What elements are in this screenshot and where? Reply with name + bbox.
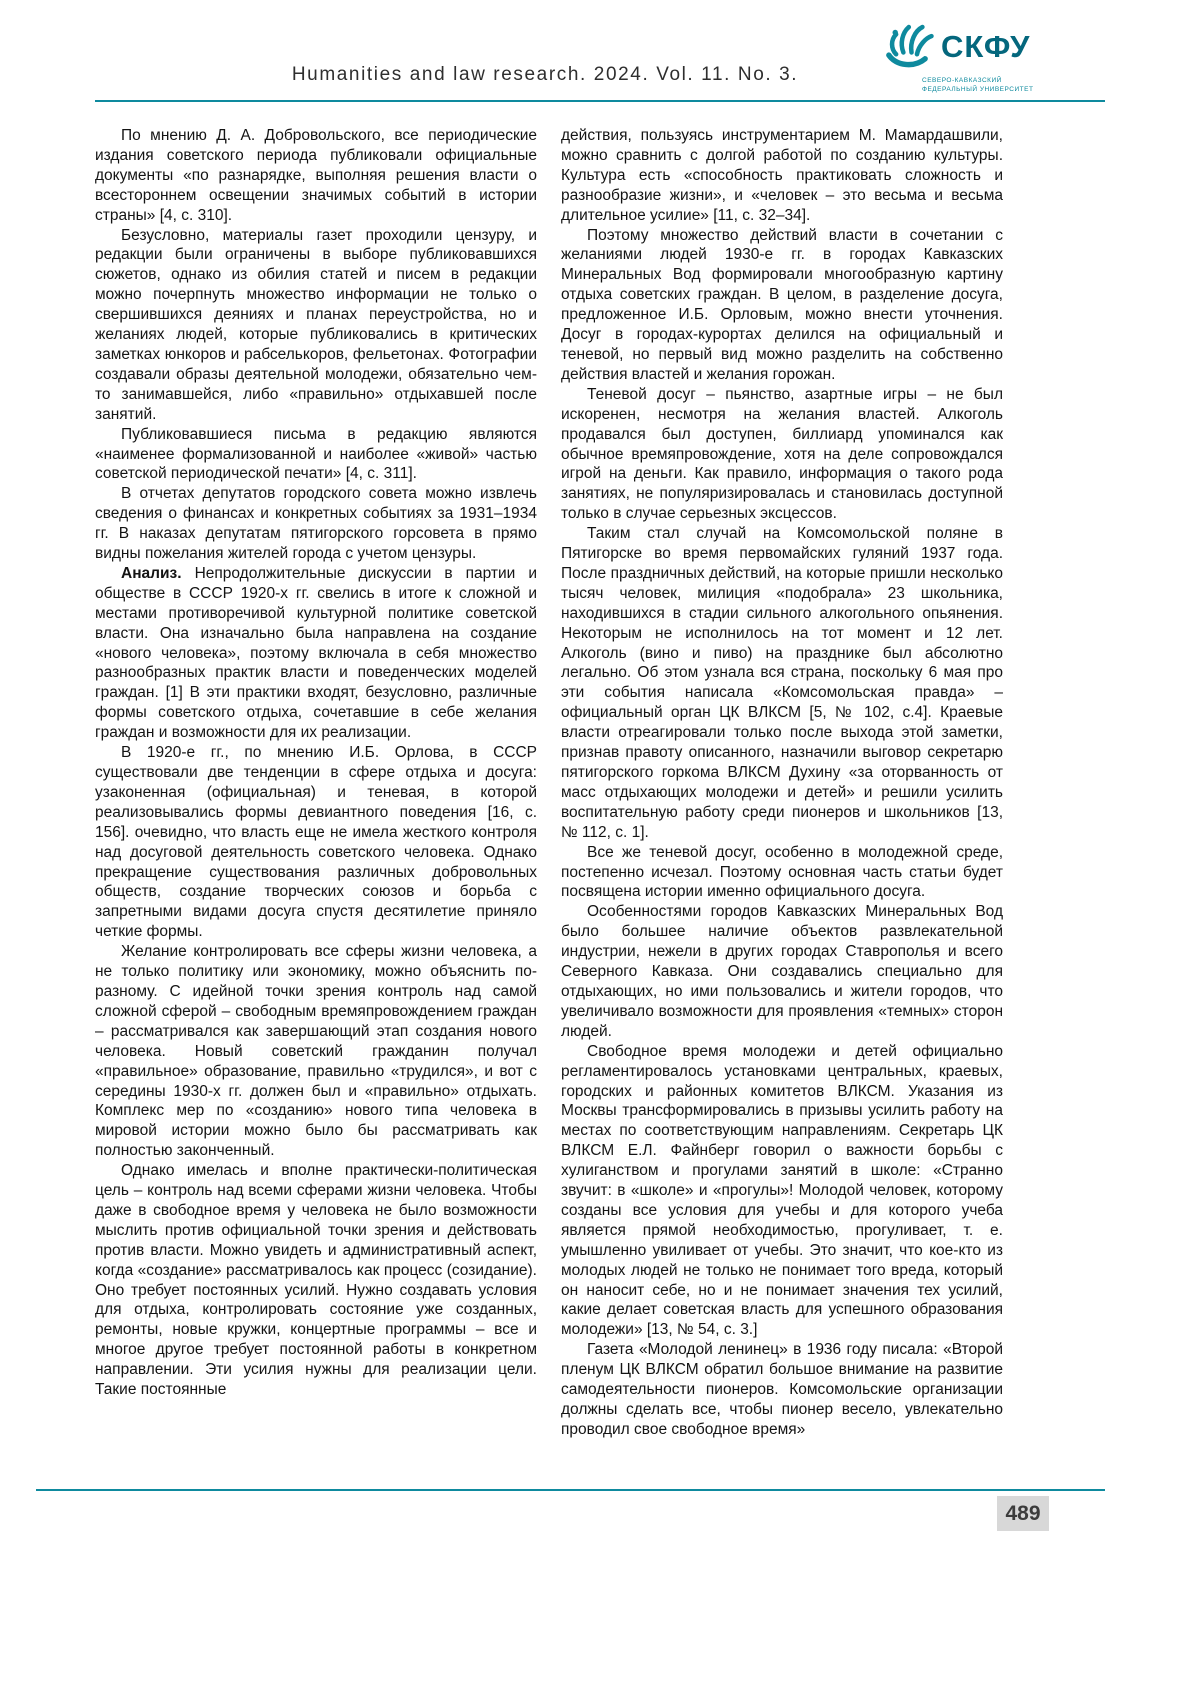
journal-title: Humanities and law research. 2024. Vol. 11. No. 3. xyxy=(291,64,799,85)
paragraph: Однако имелась и вполне практически-политическая цель – контроль над всеми сферами жизни человека. Чтобы даже в свободное время у человека не было возможности мыслить против официальной точки зрения и действовать против власти. Можно увидеть и административный аспект, когда «создание» рассматривалось как процесс (созидание). Оно требует постоянных усилий. Нужно создавать условия для отдыха, контролировать состояние уже созданных, ремонты, новые кружки, концертные программы – все и многое другое требует постоянной работы в конкретном направлении. Эти усилия нужны для реализации цели. Такие постоянные xyxy=(95,1162,537,1399)
paragraph: Теневой досуг – пьянство, азартные игры – не был искоренен, несмотря на желания властей. Алкоголь продавался был доступен, биллиард упоминался как обычное времяпровождение, хотя на деле сопровождался игрой на деньги. Как правило, информация о такого рода занятиях, не популяризировалась и становилась доступной только в случае серьезных эксцессов. xyxy=(561,385,1003,523)
paragraph: Желание контролировать все сферы жизни человека, а не только политику или экономику, можно объяснить по-разному. С идейной точки зрения контроль над самой сложной сферой – свободным времяпровождением граждан – рассматривался как завершающий этап создания нового человека. Новый советский гражданин получал «правильное» образование, правильно «трудился», и вот с середины 1930-х гг. должен был и «правильно» отдыхать. Комплекс мер по «созданию» нового типа человека в мировой истории можно было бы рассматривать как полностью законченный. xyxy=(95,943,537,1160)
paragraph: Газета «Молодой ленинец» в 1936 году писала: «Второй пленум ЦК ВЛКСМ обратил большое внимание на развитие самодеятельности пионеров. Комсомольские организации должны сделать все, чтобы пионер весело, увлекательно проводил свое свободное время» xyxy=(561,1341,1003,1438)
article-body xyxy=(95,126,1003,1490)
logo-row xyxy=(878,18,1048,76)
analysis-heading: Анализ. xyxy=(121,564,182,582)
paragraph-analysis xyxy=(95,564,537,743)
paragraph: По мнению Д. А. Добровольского, все периодические издания советского периода публиковали официальные документы «по разнарядке, выполняя решения власти о всестороннем освещении значимых событий в истории страны» [4, с. 310]. xyxy=(95,127,537,224)
paragraph: Безусловно, материалы газет проходили цензуру, и редакции были ограничены в выборе публиковавшихся сюжетов, однако из обилия статей и писем в редакции можно почерпнуть множество информации не только о свершившихся деяниях и планах переустройства, но и желаниях людей, которые публиковались в критических заметках юнкоров и рабселькоров, фельетонах. Фотографии создавали образы деятельной молодежи, обязательно чем-то занимавшейся, либо «правильно» отдыхавшей после занятий. xyxy=(95,226,537,423)
paragraph: Все же теневой досуг, особенно в молодежной среде, постепенно исчезал. Поэтому основная часть статьи будет посвящена истории именно официального досуга. xyxy=(561,843,1003,901)
right-column xyxy=(561,126,1003,1490)
paragraph: Поэтому множество действий власти в сочетании с желаниями людей 1930-е гг. в городах Кавказских Минеральных Вод формировали многообразную картину отдыха советских граждан. В целом, в разделение досуга, предложенное И.Б. Орловым, можно внести уточнения. Досуг в городах-курортах делился на официальный и теневой, но первый вид можно разделить на собственно действия властей и желания горожан. xyxy=(561,226,1003,383)
logo-caption xyxy=(922,77,1048,95)
paragraph: действия, пользуясь инструментарием М. Мамардашвили, можно сравнить с долгой работой по созданию культуры. Культура есть «способность практиковать сложность и разнообразие жизни», и «человек – это весьма и весьма длительное усилие» [11, с. 32–34]. xyxy=(561,127,1003,224)
swan-logo-icon xyxy=(878,18,936,76)
paragraph: Свободное время молодежи и детей официально регламентировалось установками центральных, краевых, городских и районных комитетов ВЛКСМ. Указания из Москвы трансформировались в призывы усилить работу на местах по соответствующим направлениям. Секретарь ЦК ВЛКСМ Е.Л. Файнберг говорил о важности борьбы с хулиганством и прогулами занятий в школе: «Странно звучит: в «школе» и «прогулы»! Молодой человек, которому созданы все условия для учебы и для которого учеба является прямой необходимостью, прогуливает, т. е. умышленно увиливает от учебы. Это значит, что кое-кто из молодых людей не только не понимает того вреда, который он наносит себе, но и не понимает значения тех усилий, какие делает советская власть для успешного образования молодежи» [13, № 54, с. 3.] xyxy=(561,1042,1003,1339)
paragraph: В отчетах депутатов городского совета можно извлечь сведения о финансах и конкретных событиях за 1931–1934 гг. В наказах депутатам пятигорского горсовета в прямо видны пожелания жителей города с учетом цензуры. xyxy=(95,485,537,563)
logo-caption-line-1: СЕВЕРО-КАВКАЗСКИЙ xyxy=(922,77,1002,84)
logo-caption-line-2: ФЕДЕРАЛЬНЫЙ УНИВЕРСИТЕТ xyxy=(922,85,1034,93)
university-logo xyxy=(878,18,1048,95)
paragraph: В 1920-е гг., по мнению И.Б. Орлова, в СССР существовали две тенденции в сфере отдыха и досуга: узаконенная (официальная) и теневая, в которой реализовывались формы девиантного поведения [16, с. 156]. очевидно, что власть еще не имела жесткого контроля над досуговой деятельность советского человека. Однако прекращение существования различных добровольных обществ, создание творческих союзов и борьба с запретными видами досуга спустя десятилетие приняло четкие формы. xyxy=(95,744,537,941)
header-divider xyxy=(95,100,1105,102)
logo-acronym: СКФУ xyxy=(941,29,1031,64)
paragraph: Особенностями городов Кавказских Минеральных Вод было большее наличие объектов развлекательной индустрии, нежели в других городах Ставрополья и всего Северного Кавказа. Они создавались специально для отдыхающих, но ими пользовались и жители городов, что увеличивало возможности для проявления «темных» сторон людей. xyxy=(561,903,1003,1040)
page-number-badge: 489 xyxy=(997,1496,1049,1531)
paragraph: Таким стал случай на Комсомольской поляне в Пятигорске во время первомайских гуляний 1937 года. После праздничных действий, на которые пришли несколько тысяч человек, милиция «подобрала» 23 школьника, находившихся в стадии сильного алкогольного опьянения. Некоторым не исполнилось на тот момент и 12 лет. Алкоголь (вино и пиво) на празднике был абсолютно легально. Об этом узнала вся страна, поскольку 6 мая про эти события написала «Комсомольская правда» – официальный орган ЦК ВЛКСМ [5, № 102, с.4]. Краевые власти отреагировали только после выхода этой заметки, признав правоту описанного, назначили выговор секретарю пятигорского горкома ВЛКСМ Духину «за оторванность от масс отдыхающих молодежи и детей» и решили усилить воспитательную работу среди пионеров и школьников [13, № 112, с. 1]. xyxy=(561,525,1003,841)
footer-divider xyxy=(36,1489,1105,1491)
paragraph: Публиковавшиеся письма в редакцию являются «наименее формализованной и наиболее «живой» частью советской периодической печати» [4, с. 311]. xyxy=(95,425,537,483)
paragraph-text: Непродолжительные дискуссии в партии и обществе в СССР 1920-х гг. свелись в итоге к сложной и местами противоречивой культурной политике советской власти. Она изначально была направлена на создание «нового человека», поэтому включала в себя множество разнообразных практик власти и поведенческих моделей граждан. [1] В эти практики входят, безусловно, различные формы советского отдыха, сочетавшие в себе желания граждан и возможности для их реализации. xyxy=(95,564,537,742)
left-column xyxy=(95,126,537,1490)
